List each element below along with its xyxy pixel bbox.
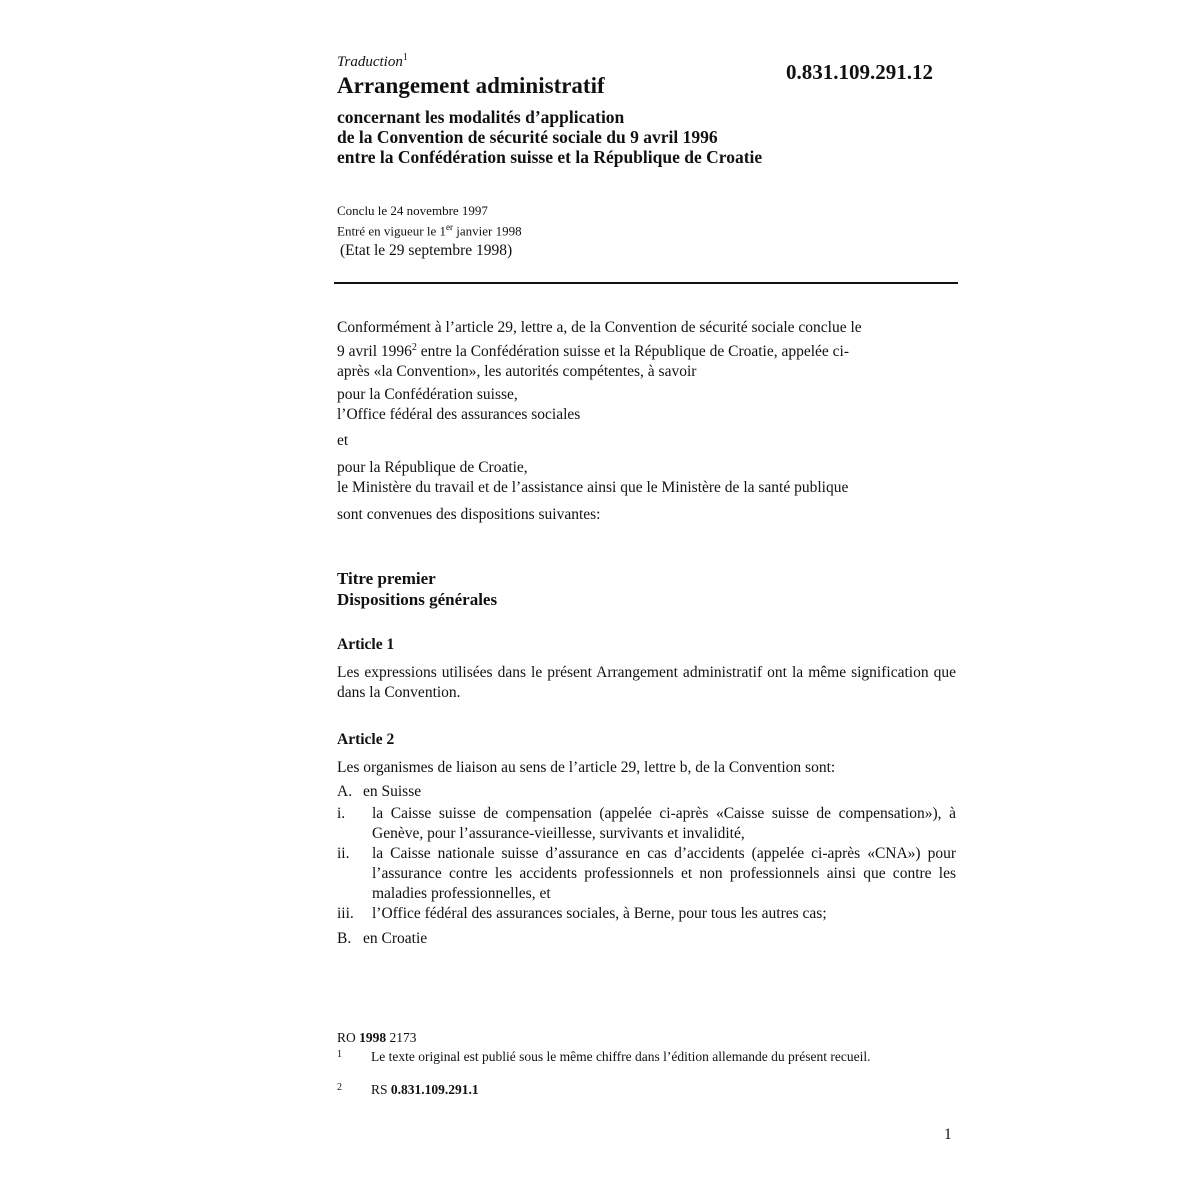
section-number: Titre premier (337, 569, 436, 588)
swiss-authority (337, 385, 956, 425)
preamble-paragraph (337, 318, 956, 382)
sr-number: 0.831.109.291.12 (786, 60, 933, 84)
preamble-date: 9 avril 1996 (337, 343, 412, 361)
in-force-date (337, 219, 522, 239)
document-subtitle (337, 107, 762, 167)
ro-page: 2173 (386, 1030, 417, 1045)
list-marker: B. (337, 930, 352, 947)
document-title: Arrangement administratif (337, 73, 605, 98)
preamble-line: après «la Convention», les autorités compétentes, à savoir (337, 363, 697, 381)
list-marker: A. (337, 783, 353, 800)
swiss-authority-line: pour la Confédération suisse, (337, 386, 518, 403)
list-label: en Suisse (363, 783, 422, 800)
list-marker: ii. (337, 845, 350, 862)
subtitle-line: de la Convention de sécurité sociale du 9 avril 1996 (337, 127, 718, 147)
status-date: (Etat le 29 septembre 1998) (340, 242, 513, 259)
subtitle-line: concernant les modalités d’application (337, 107, 625, 127)
ro-prefix: RO (337, 1030, 360, 1045)
footnote-number: 1 (337, 1049, 342, 1060)
article-1-text: Les expressions utilisées dans le présent Arrangement administratif ont la même signification que dans la Convention. (337, 664, 956, 701)
page-number: 1 (944, 1126, 952, 1143)
list-item-a (337, 783, 421, 801)
in-force-suffix: janvier 1998 (453, 223, 522, 239)
preamble-line (337, 338, 956, 362)
footnote-number: 2 (337, 1082, 342, 1093)
list-label: en Croatie (363, 930, 428, 947)
in-force-prefix: Entré en vigueur le 1 (337, 223, 447, 239)
list-marker: i. (337, 805, 346, 822)
in-force-sup: er (446, 222, 454, 232)
article-2-heading: Article 2 (337, 731, 395, 748)
translation-label (337, 52, 408, 71)
footnote-ref-2[interactable]: 2 (411, 342, 417, 353)
list-item (337, 804, 956, 844)
list-item-b (337, 930, 427, 948)
ro-year: 1998 (359, 1030, 387, 1045)
footnote-prefix: RS (371, 1082, 391, 1097)
official-compilation-ref (337, 1030, 417, 1046)
agreement-clause: sont convenues des dispositions suivantes: (337, 506, 601, 523)
footnote-ref-1[interactable]: 1 (402, 52, 408, 63)
footnote-2 (337, 1083, 955, 1097)
subtitle-line: entre la Confédération suisse et la République de Croatie (337, 147, 763, 167)
section-name: Dispositions générales (337, 590, 498, 609)
list-marker: iii. (337, 905, 354, 922)
list-item-text: la Caisse nationale suisse d’assurance en cas d’accidents (appelée ci-après «CNA») pour l’assurance contre les accidents professionnels et non professionnels ainsi que contre les maladies professionnelles, et (372, 845, 956, 902)
croatian-authority-line: pour la République de Croatie, (337, 459, 528, 476)
footnote-1 (337, 1050, 955, 1064)
list-item (337, 844, 956, 904)
dates-block (337, 203, 522, 239)
conjunction-text: et (337, 432, 349, 449)
croatian-authority (337, 458, 956, 498)
preamble-line-rest: entre la Confédération suisse et la République de Croatie, appelée ci- (416, 343, 850, 361)
header-divider (334, 282, 958, 284)
preamble-line: Conformément à l’article 29, lettre a, de la Convention de sécurité sociale conclue le (337, 319, 862, 336)
section-heading (337, 568, 497, 610)
article-2-intro: Les organismes de liaison au sens de l’article 29, lettre b, de la Convention sont: (337, 759, 836, 776)
article-1-heading: Article 1 (337, 636, 395, 653)
footnote-text: Le texte original est publié sous le même chiffre dans l’édition allemande du présent recueil. (371, 1049, 871, 1064)
footnote-sr-link[interactable]: 0.831.109.291.1 (390, 1082, 479, 1097)
croatian-authority-line: le Ministère du travail et de l’assistance ainsi que le Ministère de la santé publique (337, 479, 849, 496)
concluded-date: Conclu le 24 novembre 1997 (337, 203, 488, 218)
list-item (337, 904, 956, 924)
swiss-authority-line: l’Office fédéral des assurances sociales (337, 406, 581, 423)
list-item-text: l’Office fédéral des assurances sociales, à Berne, pour tous les autres cas; (372, 905, 827, 922)
translation-text: Traduction (337, 54, 403, 70)
list-item-text: la Caisse suisse de compensation (appelée ci-après «Caisse suisse de compensation»), à Genève, pour l’assurance-vieillesse, survivants et invalidité, (372, 805, 956, 842)
footnote-text (371, 1083, 955, 1097)
